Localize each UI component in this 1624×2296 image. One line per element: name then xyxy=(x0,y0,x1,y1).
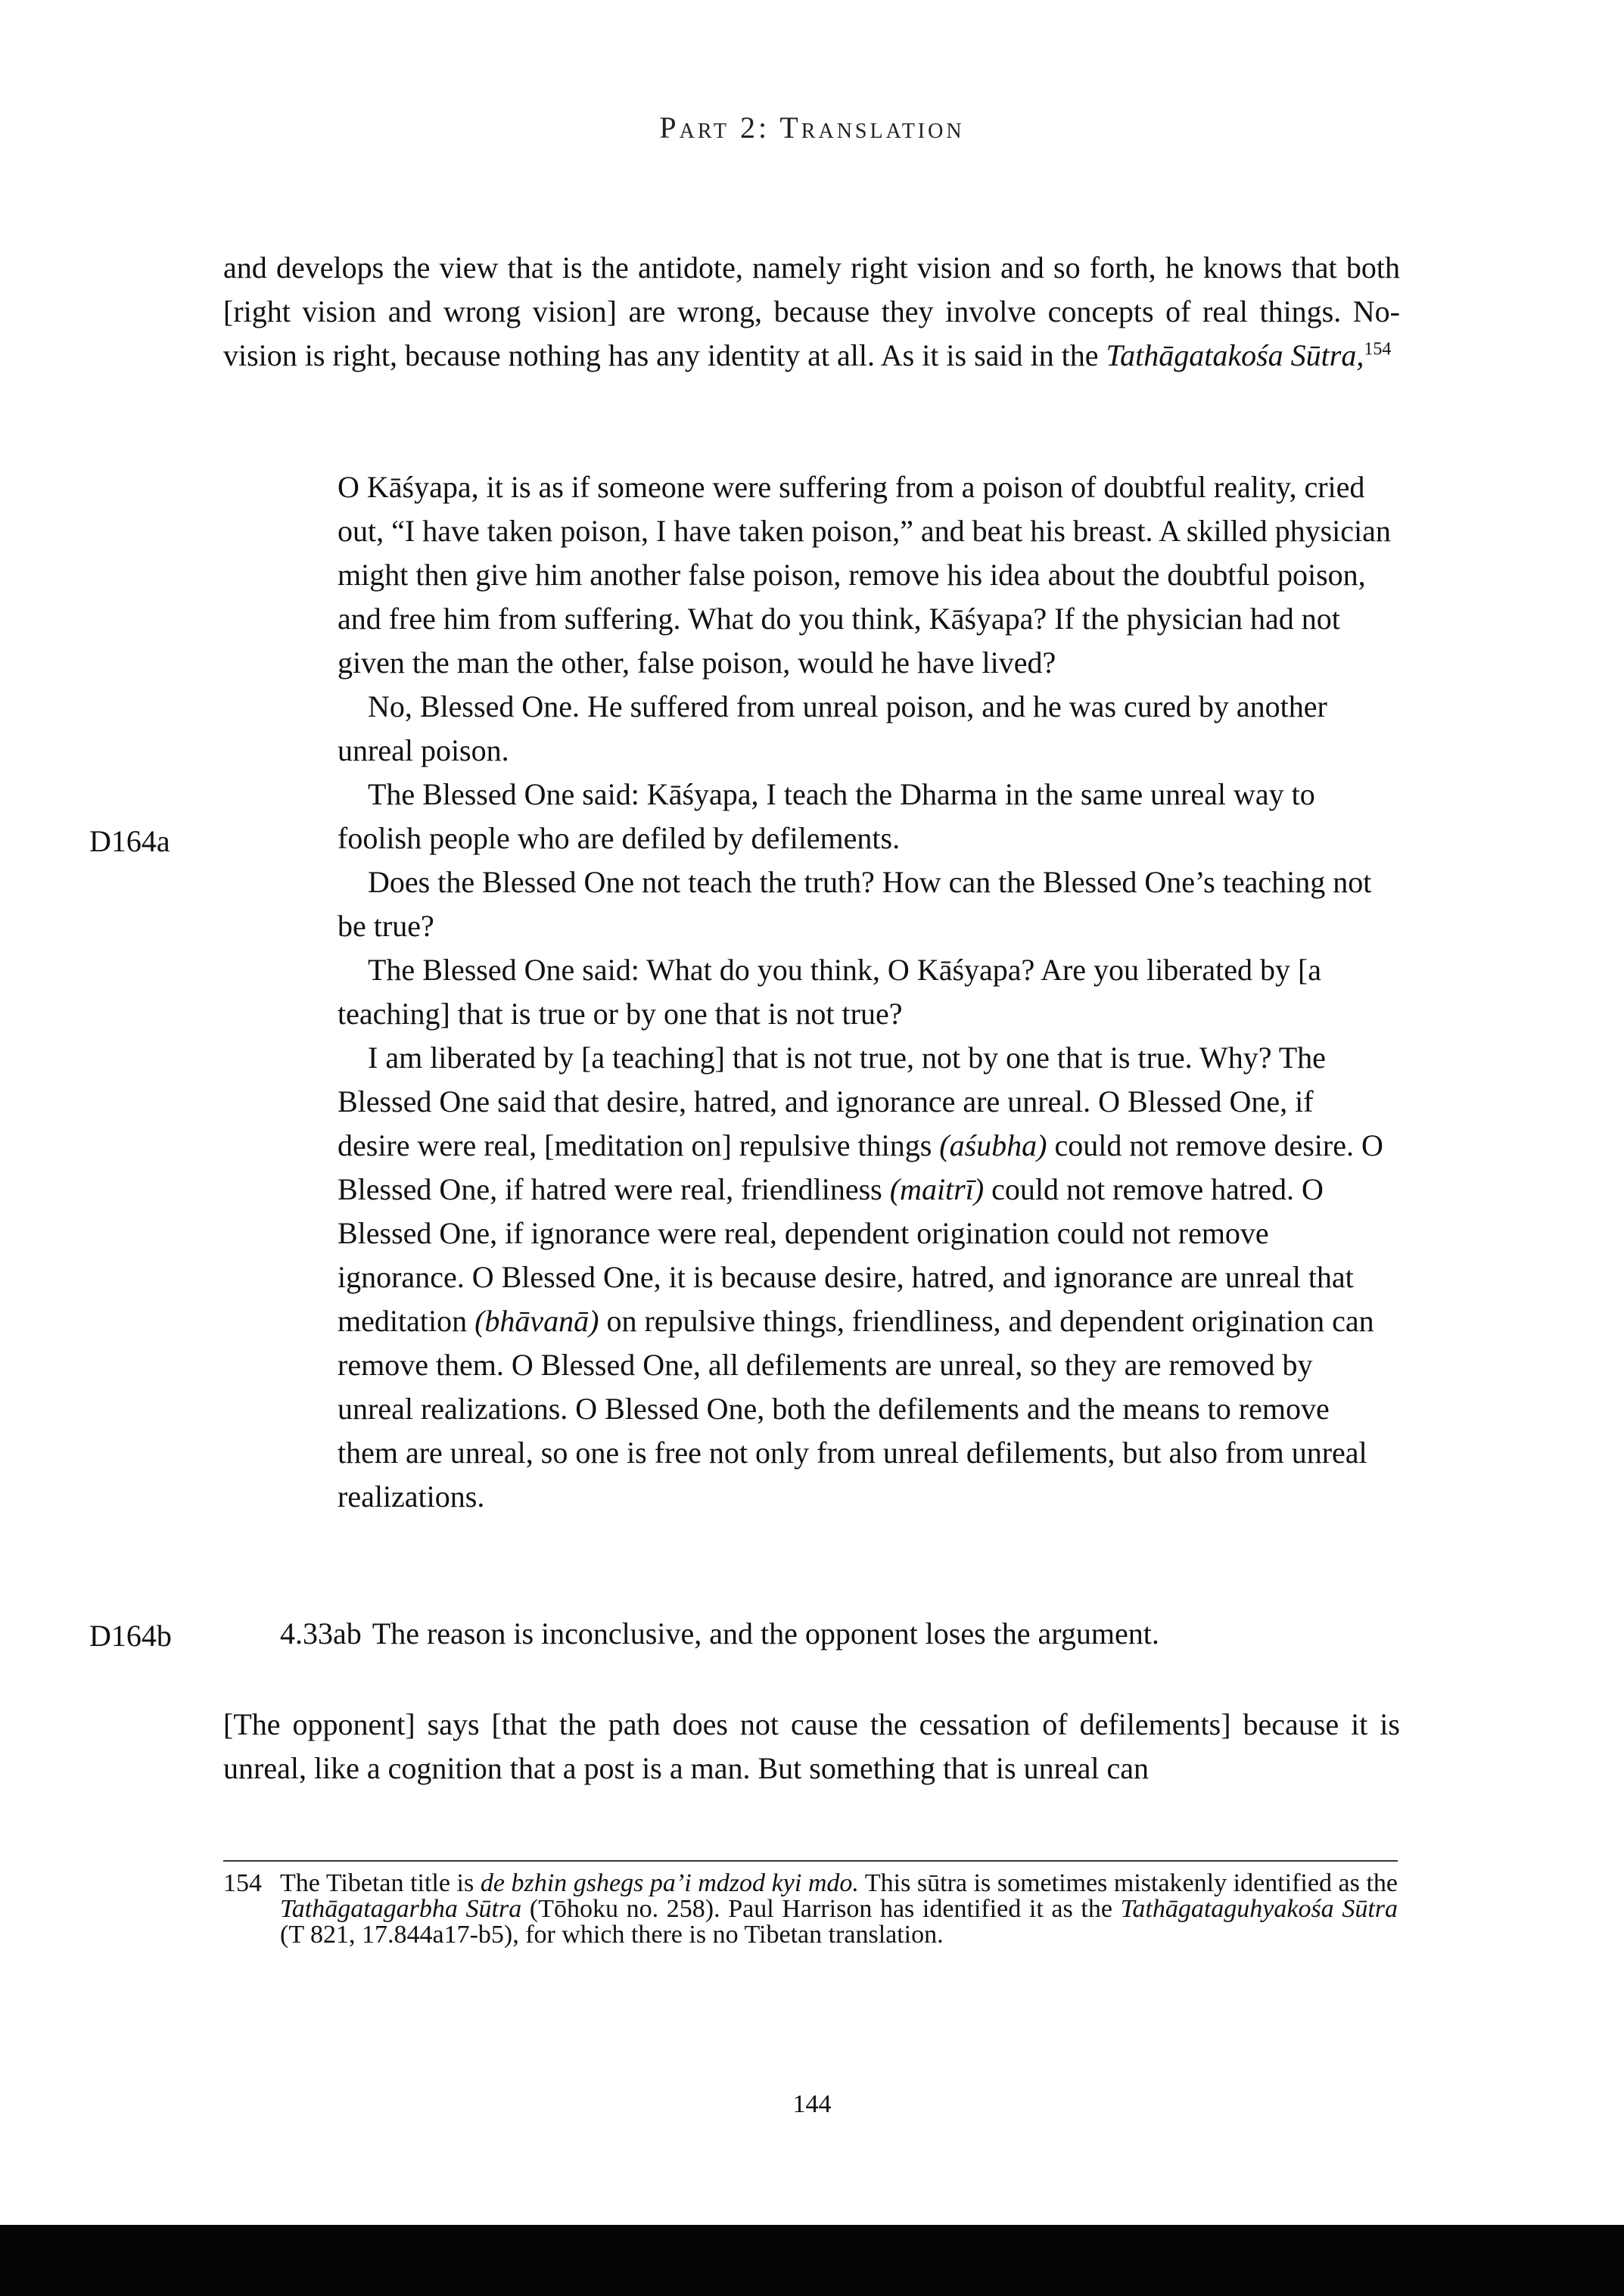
quoted-passage xyxy=(338,465,1393,1519)
verse-number: 4.33ab xyxy=(280,1616,362,1650)
margin-reference: D164b xyxy=(89,1619,172,1653)
quote-paragraph: No, Blessed One. He suffered from unreal poison, and he was cured by another unreal poison. xyxy=(338,689,1327,767)
footnote-number: 154 xyxy=(223,1869,262,1897)
page-number: 144 xyxy=(792,2090,832,2118)
verse-text: The reason is inconclusive, and the opponent loses the argument. xyxy=(372,1616,1159,1650)
footnote-rule xyxy=(223,1860,1398,1862)
scan-edge xyxy=(0,2225,1624,2296)
running-header: Part 2: Translation xyxy=(659,110,965,145)
footnote-ref: 154 xyxy=(1364,339,1392,359)
footnote xyxy=(223,1871,1398,1948)
verse-line xyxy=(280,1612,1415,1656)
closing-paragraph: [The opponent] says [that the path does not cause the cessation of defilements] because it is unreal, like a cognition that a post is a man. But something that is unreal can xyxy=(223,1707,1400,1785)
margin-reference: D164a xyxy=(89,824,170,858)
quote-paragraph: I am liberated by [a teaching] that is not true, not by one that is true. Why? The Blessed One said that desire, hatred, and ignorance are unreal. O Blessed One, if desire were real, [meditation on] repulsive things (aśubha) could not remove desire. O Blessed One, if hatred were real, friendliness (maitrī) could not remove hatred. O Blessed One, if ignorance were real, dependent origination could not remove ignorance. O Blessed One, it is because desire, hatred, and ignorance are unreal that meditation (bhāvanā) on repulsive things, friendliness, and dependent origination can remove them. O Blessed One, all defilements are unreal, so they are removed by unreal realizations. O Blessed One, both the defilements and the means to remove them are unreal, so one is free not only from unreal defilements, but also from unreal realizations. xyxy=(338,1041,1383,1514)
quote-paragraph: Does the Blessed One not teach the truth? How can the Blessed One’s teaching not be true? xyxy=(338,865,1372,943)
quote-paragraph: The Blessed One said: What do you think, O Kāśyapa? Are you liberated by [a teaching] that is true or by one that is not true? xyxy=(338,953,1322,1031)
intro-paragraph: and develops the view that is the antidote, namely right vision and so forth, he knows that both [right vision and wrong vision] are wrong, because they involve concepts of real things. No-vision is right, because nothing has any identity at all. As it is said in the Tathāgatakośa Sūtra,$^{154}$ xyxy=(223,250,1400,372)
quote-paragraph: O Kāśyapa, it is as if someone were suffering from a poison of doubtful reality, cried out, “I have taken poison, I have taken poison,” and beat his breast. A skilled physician might then give him another false poison, remove his idea about the doubtful poison, and free him from suffering. What do you think, Kāśyapa? If the physician had not given the man the other, false poison, would he have lived? xyxy=(338,470,1391,680)
footnote-text: The Tibetan title is de bzhin gshegs pa’i mdzod kyi mdo. This sūtra is sometimes mistakenly identified as the Tathāgatagarbha Sūtra (Tōhoku no. 258). Paul Harrison has identified it as the Tathāgataguhyakośa Sūtra (T 821, 17.844a17-b5), for which there is no Tibetan translation. xyxy=(280,1869,1398,1949)
quote-paragraph: The Blessed One said: Kāśyapa, I teach the Dharma in the same unreal way to foolish people who are defiled by defilements. xyxy=(338,777,1315,855)
sutra-title: Tathāgatakośa Sūtra, xyxy=(1106,338,1364,372)
